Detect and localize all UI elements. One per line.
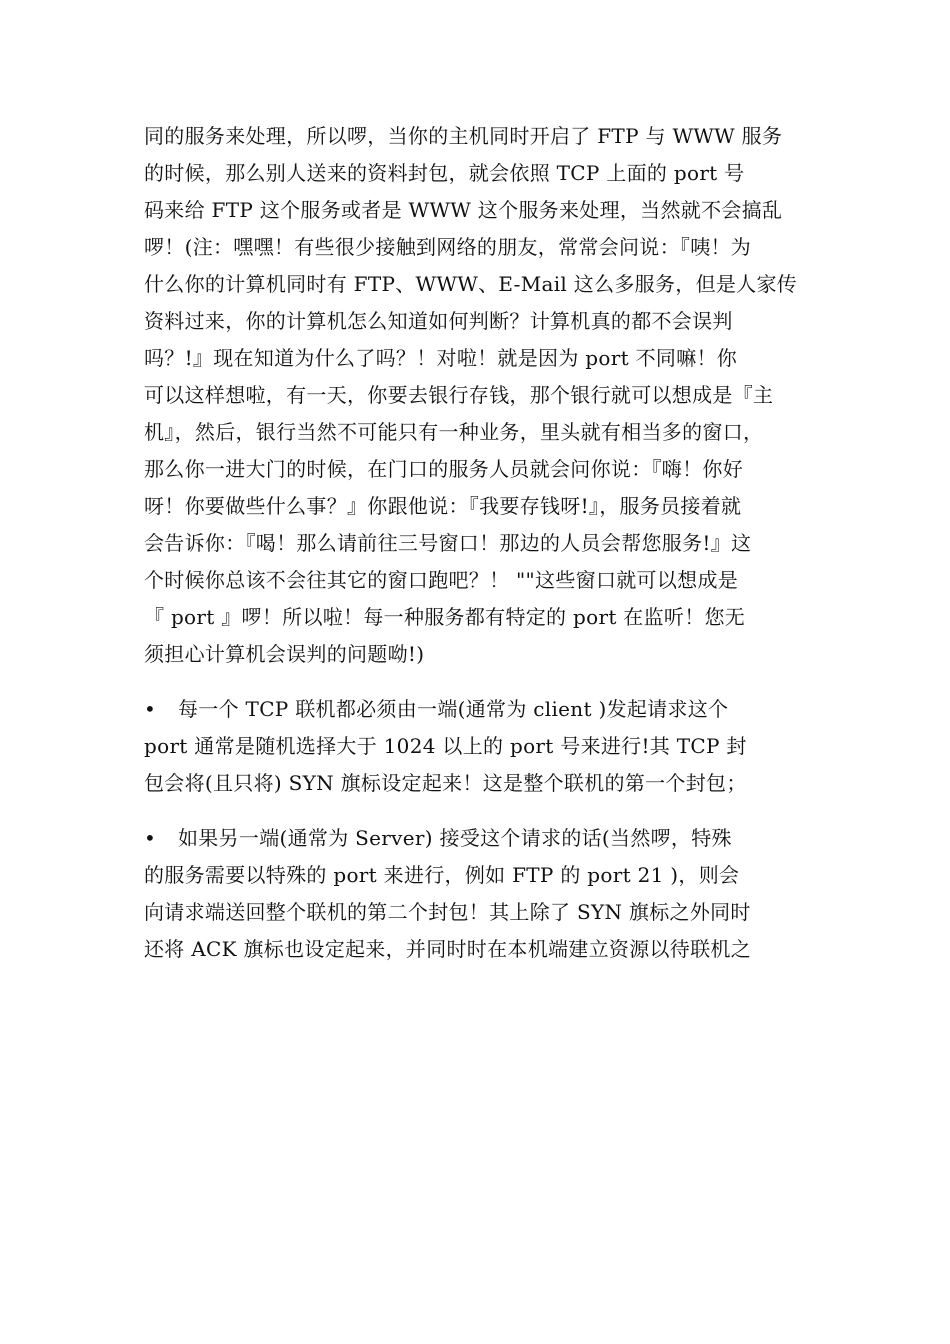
- bullet-item-syn-ack: [144, 820, 808, 968]
- text-line: 吗？!』现在知道为什么了吗？！对啦！就是因为 port 不同嘛！你: [144, 346, 738, 370]
- text-line: 资料过来，你的计算机怎么知道如何判断？计算机真的都不会误判: [144, 309, 733, 333]
- text-line: 什么你的计算机同时有 FTP、WWW、E-Mail 这么多服务，但是人家传: [144, 272, 798, 296]
- document-page: [144, 118, 808, 968]
- text-line: 码来给 FTP 这个服务或者是 WWW 这个服务来处理，当然就不会搞乱: [144, 198, 783, 222]
- text-line: 可以这样想啦，有一天，你要去银行存钱，那个银行就可以想成是『主: [144, 383, 774, 407]
- text-line: 啰！(注：嘿嘿！有些很少接触到网络的朋友，常常会问说：『咦！为: [144, 235, 752, 259]
- text-line: 向请求端送回整个联机的第二个封包！其上除了 SYN 旗标之外同时: [144, 900, 751, 924]
- text-line: 个时候你总该不会往其它的窗口跑吧？！ ""这些窗口就可以想成是: [144, 568, 739, 592]
- bullet-item-syn-request: [144, 691, 808, 802]
- bullet-text: 如果另一端(通常为 Server) 接受这个请求的话(当然啰，特殊: [178, 826, 732, 850]
- text-line: 那么你一进大门的时候，在门口的服务人员就会问你说：『嗨！你好: [144, 457, 743, 481]
- text-line: 『 port 』啰！所以啦！每一种服务都有特定的 port 在监听！您无: [144, 605, 746, 629]
- text-line: 呀！你要做些什么事？』你跟他说：『我要存钱呀!』，服务员接着就: [144, 494, 742, 518]
- text-line: [144, 820, 808, 857]
- text-line: 包会将(且只将) SYN 旗标设定起来！这是整个联机的第一个封包；: [144, 771, 747, 795]
- text-line: 须担心计算机会误判的问题呦!): [144, 642, 425, 666]
- text-line: 的时候，那么别人送来的资料封包，就会依照 TCP 上面的 port 号: [144, 161, 745, 185]
- paragraph-gap: [144, 673, 808, 691]
- text-line: 机』，然后，银行当然不可能只有一种业务，里头就有相当多的窗口，: [144, 420, 764, 444]
- paragraph-gap: [144, 802, 808, 820]
- text-line: 同的服务来处理，所以啰，当你的主机同时开启了 FTP 与 WWW 服务: [144, 124, 783, 148]
- bullet-marker: •: [144, 697, 157, 721]
- text-line: port 通常是随机选择大于 1024 以上的 port 号来进行!其 TCP 封: [144, 734, 747, 758]
- text-line: [144, 691, 808, 728]
- paragraph-port-explanation: [144, 118, 808, 673]
- text-line: 的服务需要以特殊的 port 来进行，例如 FTP 的 port 21 )，则会: [144, 863, 740, 887]
- bullet-marker: •: [144, 826, 157, 850]
- text-line: 还将 ACK 旗标也设定起来，并同时时在本机端建立资源以待联机之: [144, 937, 752, 961]
- bullet-text: 每一个 TCP 联机都必须由一端(通常为 client )发起请求这个: [178, 697, 729, 721]
- text-line: 会告诉你：『喝！那么请前往三号窗口！那边的人员会帮您服务!』这: [144, 531, 752, 555]
